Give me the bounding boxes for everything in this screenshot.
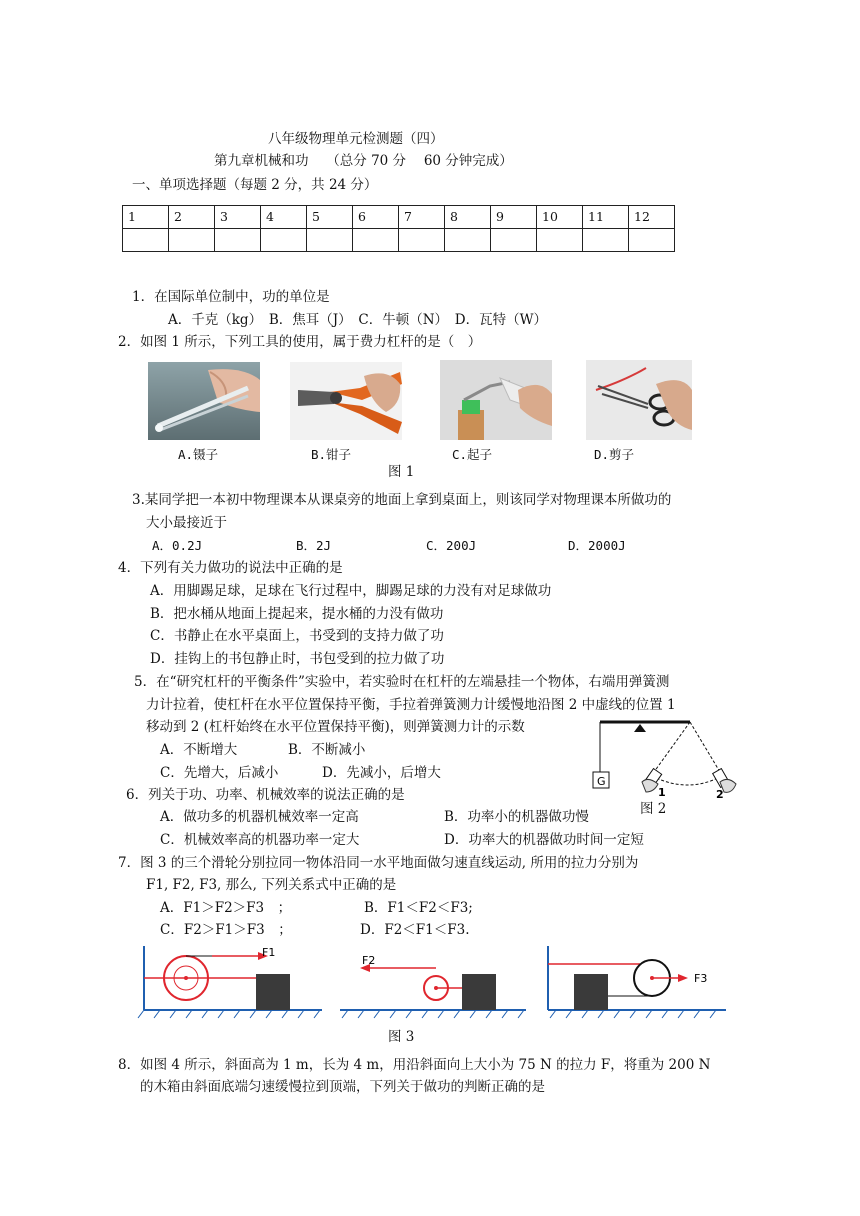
question-7-option-b: B．F1＜F2＜F3; [364,900,473,916]
question-5-option-a: A．不断增大 [160,742,238,758]
answer-cell[interactable] [537,229,583,252]
question-6-stem: 6．列关于功、功率、机械效率的说法正确的是 [126,787,405,803]
bottle-opener-photo [440,360,552,440]
answer-number: 5 [307,206,353,229]
question-5-option-d: D．先减小，后增大 [322,765,441,781]
question-4-option-c: C．书静止在水平桌面上，书受到的支持力做了功 [150,628,444,644]
position-2-label: 2 [716,788,724,800]
answer-number: 7 [399,206,445,229]
question-3-option-d: D．2000J [568,538,626,553]
pulley-setup-1 [138,946,322,1018]
weight-label: G [597,775,606,788]
answer-cell[interactable] [353,229,399,252]
force-f2-label: F2 [362,954,376,967]
question-4-stem: 4．下列有关力做功的说法中正确的是 [118,560,343,576]
question-5-stem-cont: 力计拉着，使杠杆在水平位置保持平衡，手拉着弹簧测力计缓慢地沿图 2 中虚线的位置 1 [146,697,676,713]
page-subtitle: 第九章机械和功 （总分 70 分 60 分钟完成） [214,153,513,169]
answer-number: 8 [445,206,491,229]
caption-opener: C.起子 [452,447,493,462]
answer-number: 11 [583,206,629,229]
force-f1-label: F1 [262,946,276,959]
answer-number: 9 [491,206,537,229]
question-1-stem: 1．在国际单位制中，功的单位是 [132,289,330,305]
question-2-stem: 2．如图 1 所示，下列工具的使用，属于费力杠杆的是（ ） [118,334,482,350]
question-6-option-a: A．做功多的机器机械效率一定高 [160,809,359,825]
answer-table [122,205,675,252]
question-6-option-b: B．功率小的机器做功慢 [444,809,589,825]
question-7-option-d: D．F2＜F1＜F3. [360,922,470,938]
figure-1-label: 图 1 [388,464,415,480]
force-f3-label: F3 [694,972,708,985]
question-3-stem-cont: 大小最接近于 [146,515,227,531]
answer-number: 6 [353,206,399,229]
pulley-setup-3 [548,946,726,1018]
pulley-setup-2 [340,954,526,1018]
answer-number: 3 [215,206,261,229]
position-1-label: 1 [658,786,666,799]
question-8-stem: 8．如图 4 所示，斜面高为 1 m，长为 4 m，用沿斜面向上大小为 75 N 的拉力 F，将重为 200 N [118,1057,711,1073]
answer-table-blank-row [123,229,675,252]
pliers-photo [290,362,402,440]
answer-cell[interactable] [169,229,215,252]
page-title: 八年级物理单元检测题（四） [268,131,444,147]
question-4-option-a: A．用脚踢足球，足球在飞行过程中，脚踢足球的力没有对足球做功 [150,583,552,599]
question-4-option-b: B．把水桶从地面上提起来，提水桶的力没有做功 [150,606,444,622]
answer-cell[interactable] [123,229,169,252]
question-5-stem: 5．在“研究杠杆的平衡条件”实验中，若实验时在杠杆的左端悬挂一个物体，右端用弹簧测 [134,674,670,690]
pulley-diagrams [130,944,730,1024]
answer-number: 1 [123,206,169,229]
answer-number: 4 [261,206,307,229]
question-3-option-b: B．2J [296,538,332,553]
answer-cell[interactable] [307,229,353,252]
figure-2-label: 图 2 [640,801,667,817]
question-5-stem-cont2: 移动到 2 (杠杆始终在水平位置保持平衡)，则弹簧测力计的示数 [146,719,525,735]
question-7-option-a: A．F1＞F2＞F3 ； [160,900,292,916]
caption-pliers: B.钳子 [311,447,352,462]
lever-diagram [588,716,748,800]
question-6-option-c: C．机械效率高的机器功率一定大 [160,832,360,848]
question-8-stem-cont: 的木箱由斜面底端匀速缓慢拉到顶端，下列关于做功的判断正确的是 [140,1079,545,1095]
section-heading: 一、单项选择题（每题 2 分，共 24 分） [132,177,378,193]
question-4-option-d: D．挂钩上的书包静止时，书包受到的拉力做了功 [150,651,445,667]
answer-cell[interactable] [261,229,307,252]
caption-scissors: D.剪子 [594,447,635,462]
answer-cell[interactable] [399,229,445,252]
question-7-option-c: C．F2＞F1＞F3 ； [160,922,292,938]
scissors-photo [586,360,692,440]
figure-3-label: 图 3 [388,1029,415,1045]
question-6-option-d: D．功率大的机器做功时间一定短 [444,832,644,848]
question-5-option-b: B．不断减小 [288,742,366,758]
caption-tweezers: A.镊子 [178,447,219,462]
answer-table-header-row [123,206,675,229]
question-3-option-a: A．0.2J [152,538,203,553]
answer-number: 2 [169,206,215,229]
answer-number: 12 [629,206,675,229]
question-3-option-c: C．200J [426,538,477,553]
answer-cell[interactable] [445,229,491,252]
question-7-stem: 7．图 3 的三个滑轮分别拉同一物体沿同一水平地面做匀速直线运动, 所用的拉力分别为 [118,855,639,871]
answer-cell[interactable] [629,229,675,252]
tweezers-photo [148,362,260,440]
question-1-options: A．千克（kg） B．焦耳（J） C．牛顿（N） D．瓦特（W） [168,312,547,328]
question-3-stem: 3.某同学把一本初中物理课本从课桌旁的地面上拿到桌面上，则该同学对物理课本所做功的 [132,492,672,508]
answer-cell[interactable] [491,229,537,252]
answer-cell[interactable] [583,229,629,252]
answer-number: 10 [537,206,583,229]
question-5-option-c: C．先增大，后减小 [160,765,279,781]
answer-cell[interactable] [215,229,261,252]
question-7-stem-cont: F1, F2, F3, 那么, 下列关系式中正确的是 [146,877,397,893]
